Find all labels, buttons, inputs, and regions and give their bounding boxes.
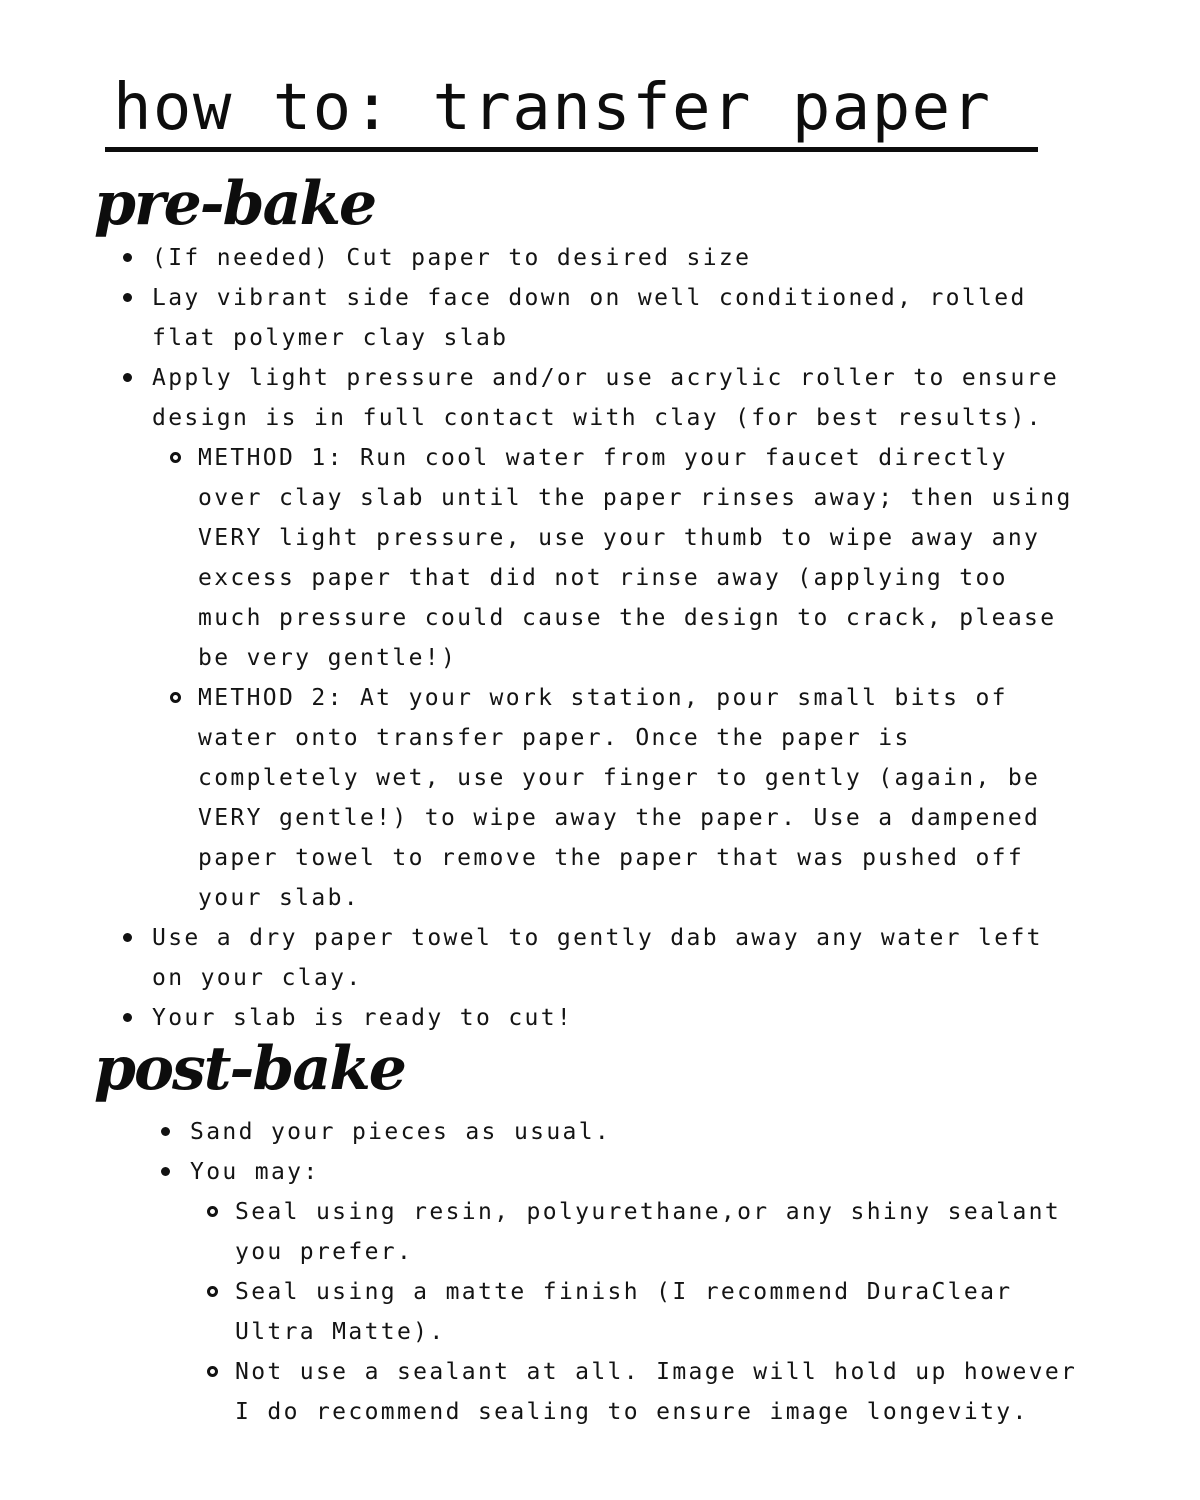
text-line: you prefer. — [235, 1239, 414, 1265]
text-line: Ultra Matte). — [235, 1319, 446, 1345]
text-line: paper towel to remove the paper that was pushed off — [198, 845, 1025, 871]
list-item-text — [198, 678, 1200, 918]
text-line: excess paper that did not rinse away (applying too — [198, 565, 1008, 591]
text-line: VERY light pressure, use your thumb to wipe away any — [198, 525, 1041, 551]
list-item-text — [152, 918, 1200, 998]
list-item — [0, 438, 1200, 678]
bullet-disc-icon — [123, 1013, 132, 1022]
list-item-text — [198, 438, 1200, 678]
bullet-disc-icon — [161, 1127, 170, 1136]
text-line: be very gentle!) — [198, 645, 458, 671]
text-line: Your slab is ready to cut! — [152, 1005, 574, 1031]
list-item — [0, 1352, 1200, 1432]
bullet-circle-icon — [170, 452, 181, 463]
list-item — [0, 358, 1200, 438]
post-bake-list — [0, 1112, 1200, 1432]
text-line: your slab. — [198, 885, 360, 911]
title-underline — [105, 147, 1038, 152]
bullet-disc-icon — [123, 933, 132, 942]
list-item-text — [152, 998, 1200, 1038]
list-item-text — [152, 278, 1200, 358]
list-item — [0, 918, 1200, 998]
text-line: Not use a sealant at all. Image will hold up however — [235, 1359, 1078, 1385]
list-item — [0, 1112, 1200, 1152]
text-line: Use a dry paper towel to gently dab away any water left — [152, 925, 1043, 951]
text-line: (If needed) Cut paper to desired size — [152, 245, 752, 271]
list-item — [0, 278, 1200, 358]
text-line: METHOD 1: Run cool water from your faucet directly — [198, 445, 1008, 471]
list-item — [0, 1152, 1200, 1192]
list-item — [0, 1192, 1200, 1272]
bullet-circle-icon — [207, 1286, 218, 1297]
text-line: Lay vibrant side face down on well conditioned, rolled — [152, 285, 1027, 311]
text-line: design is in full contact with clay (for best results). — [152, 405, 1043, 431]
bullet-circle-icon — [207, 1366, 218, 1377]
bullet-circle-icon — [207, 1206, 218, 1217]
text-line: Apply light pressure and/or use acrylic roller to ensure — [152, 365, 1060, 391]
section-heading-post-bake: post-bake — [94, 1034, 405, 1104]
page-title: how to: transfer paper — [113, 71, 992, 145]
list-item — [0, 1272, 1200, 1352]
list-item-text — [152, 358, 1200, 438]
list-item-text — [235, 1352, 1200, 1432]
list-item — [0, 238, 1200, 278]
text-line: completely wet, use your finger to gently (again, be — [198, 765, 1041, 791]
text-line: VERY gentle!) to wipe away the paper. Use a dampened — [198, 805, 1041, 831]
text-line: Seal using resin, polyurethane,or any shiny sealant — [235, 1199, 1062, 1225]
text-line: over clay slab until the paper rinses away; then using — [198, 485, 1073, 511]
list-item-text — [152, 238, 1200, 278]
text-line: METHOD 2: At your work station, pour small bits of — [198, 685, 1008, 711]
bullet-disc-icon — [123, 373, 132, 382]
bullet-disc-icon — [123, 253, 132, 262]
text-line: I do recommend sealing to ensure image longevity. — [235, 1399, 1029, 1425]
list-item — [0, 998, 1200, 1038]
bullet-disc-icon — [123, 293, 132, 302]
list-item-text — [235, 1272, 1200, 1352]
text-line: You may: — [190, 1159, 320, 1185]
text-line: on your clay. — [152, 965, 363, 991]
list-item-text — [190, 1152, 1200, 1192]
text-line: much pressure could cause the design to crack, please — [198, 605, 1057, 631]
text-line: water onto transfer paper. Once the paper is — [198, 725, 911, 751]
section-heading-pre-bake: pre-bake — [94, 169, 376, 239]
list-item-text — [235, 1192, 1200, 1272]
text-line: Seal using a matte finish (I recommend DuraClear — [235, 1279, 1013, 1305]
text-line: flat polymer clay slab — [152, 325, 509, 351]
list-item — [0, 678, 1200, 918]
bullet-circle-icon — [170, 692, 181, 703]
text-line: Sand your pieces as usual. — [190, 1119, 612, 1145]
bullet-disc-icon — [161, 1167, 170, 1176]
list-item-text — [190, 1112, 1200, 1152]
pre-bake-list — [0, 238, 1200, 1038]
